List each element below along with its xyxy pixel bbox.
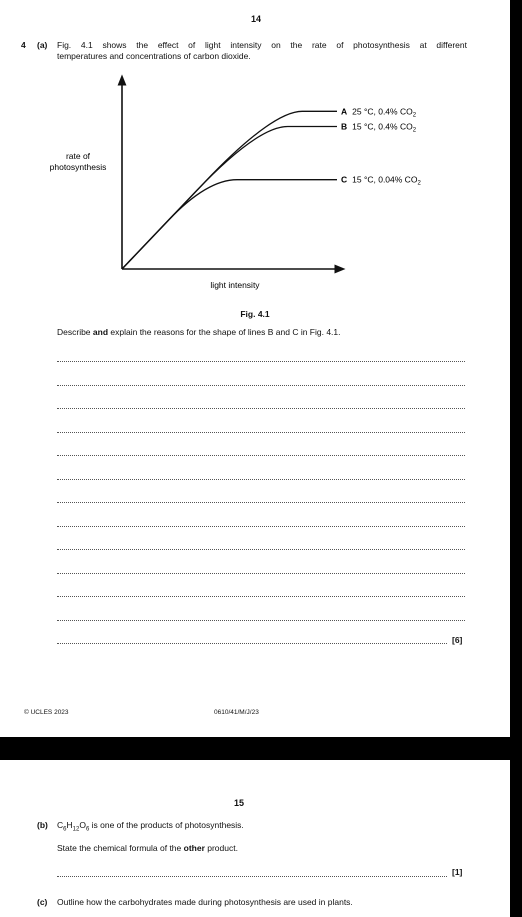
part-b-text: is one of the products of photosynthesis.	[89, 820, 244, 830]
series-label-a: A 25 °C, 0.4% $CO_2$	[341, 106, 417, 119]
series-line-a	[122, 111, 337, 269]
intro-line-1: Fig. 4.1 shows the effect of light intensity on the rate of photosynthesis at different	[57, 40, 467, 50]
series-line-c	[122, 180, 337, 269]
part-b-instruction-bold: other	[183, 843, 205, 853]
footer-code: 0610/41/M/J/23	[214, 709, 259, 716]
prompt-text-bold: and	[92, 327, 109, 337]
page-number-2: 15	[233, 798, 244, 808]
page-number: 14	[250, 14, 261, 24]
y-axis-label-line2: photosynthesis	[49, 162, 107, 172]
formula-c-sub: 6	[63, 826, 67, 833]
photosynthesis-graph	[0, 60, 510, 300]
answer-line-a[interactable]	[57, 526, 465, 527]
part-c-text: Outline how the carbohydrates made during photosynthesis are used in plants.	[57, 897, 353, 907]
formula-h: H	[66, 820, 73, 830]
answer-line-a[interactable]	[57, 361, 465, 362]
answer-line-a[interactable]	[57, 479, 465, 480]
answer-line-a[interactable]	[57, 455, 465, 456]
series-label-b: B 15 °C, 0.4% $CO_2$	[341, 121, 417, 134]
formula-h-sub: 12	[72, 826, 80, 833]
part-b-instruction-1: State the chemical formula of the	[57, 843, 184, 853]
question-prompt	[57, 327, 341, 338]
part-a-label: (a)	[37, 40, 48, 50]
part-c-label: (c)	[37, 897, 48, 907]
formula-c: C	[57, 820, 64, 830]
marks-a: [6]	[452, 635, 463, 645]
answer-line-a[interactable]	[57, 385, 465, 386]
part-b-label: (b)	[37, 820, 48, 830]
series-label-c: C 15 °C, 0.04% $CO_2$	[341, 174, 421, 187]
answer-line-a[interactable]	[57, 432, 465, 433]
answer-line-a[interactable]	[57, 596, 465, 597]
answer-line-a[interactable]	[57, 620, 465, 621]
answer-line-a[interactable]	[57, 643, 447, 644]
part-b-instruction	[57, 843, 238, 854]
answer-line-a[interactable]	[57, 573, 465, 574]
marks-b: [1]	[452, 867, 463, 877]
y-axis-label-line1: rate of	[65, 151, 91, 161]
answer-line-a[interactable]	[57, 408, 465, 409]
figure-caption: Fig. 4.1	[240, 309, 270, 319]
formula-o-sub: 6	[85, 826, 90, 833]
intro-line-2: temperatures and concentrations of carbon dioxide.	[57, 51, 251, 61]
exam-page-15	[0, 760, 510, 917]
series-line-b	[122, 127, 337, 270]
question-number: 4	[21, 40, 26, 50]
formula-o: O	[79, 820, 86, 830]
part-b-statement	[57, 820, 244, 836]
part-b-instruction-2: product.	[204, 843, 238, 853]
answer-line-b[interactable]	[57, 876, 447, 877]
answer-line-a[interactable]	[57, 549, 465, 550]
x-axis-label: light intensity	[210, 280, 260, 290]
prompt-text-2: explain the reasons for the shape of lines B and C in Fig. 4.1.	[108, 327, 341, 337]
answer-line-a[interactable]	[57, 502, 465, 503]
footer-copyright: © UCLES 2023	[24, 709, 69, 716]
prompt-text-1: Describe	[57, 327, 93, 337]
